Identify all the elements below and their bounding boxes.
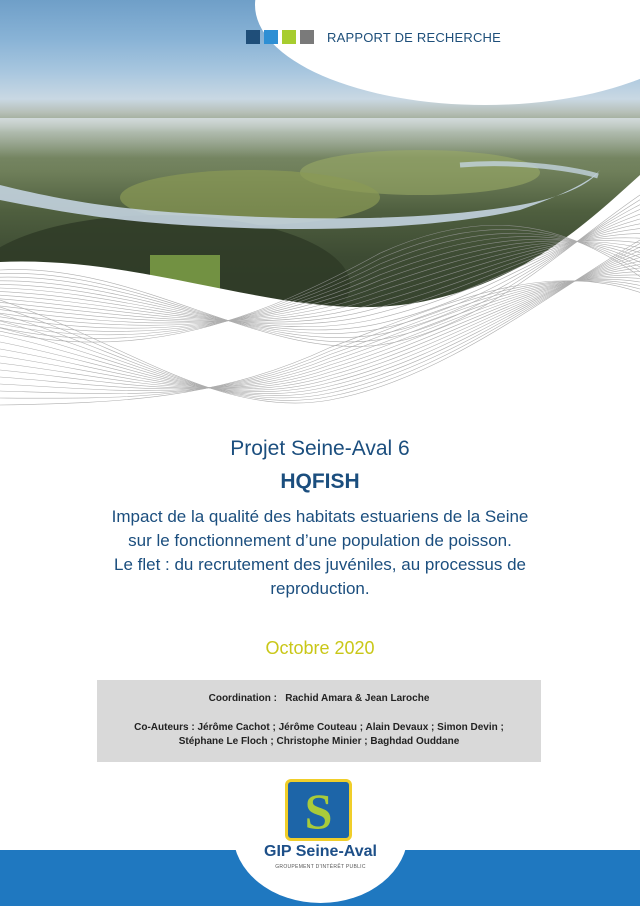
project-title: Projet Seine-Aval 6 (230, 437, 410, 460)
report-date: Octobre 2020 (265, 638, 375, 658)
coauthors-line: Stéphane Le Floch ; Christophe Minier ; Baghdad Ouddane (178, 736, 460, 747)
project-acronym: HQFISH (280, 470, 360, 493)
color-squares (246, 30, 314, 44)
square-4 (300, 30, 314, 44)
square-1 (246, 30, 260, 44)
coordination-text: Coordination : Rachid Amara & Jean Laroche (208, 693, 430, 704)
subtitle-line: reproduction. (270, 579, 370, 598)
subtitle-line: Le flet : du recrutement des juvéniles, au processus de (113, 555, 526, 574)
coauthors-text (97, 721, 541, 749)
coauthors-line: Co-Auteurs : Jérôme Cachot ; Jérôme Couteau ; Alain Devaux ; Simon Devin ; (134, 722, 504, 733)
authors-box (97, 680, 541, 762)
logo-letter: S (304, 783, 333, 839)
subtitle-line: Impact de la qualité des habitats estuariens de la Seine (111, 507, 529, 526)
square-2 (264, 30, 278, 44)
square-3 (282, 30, 296, 44)
report-type-label: RAPPORT DE RECHERCHE (327, 30, 501, 45)
logo-name: GIP Seine-Aval (264, 843, 377, 860)
gip-logo-icon (285, 779, 352, 841)
subtitle-line: sur le fonctionnement d’une population de poisson. (128, 531, 512, 550)
logo-tagline: GROUPEMENT D'INTÉRÊT PUBLIC (275, 864, 366, 870)
report-subtitle (0, 505, 640, 601)
